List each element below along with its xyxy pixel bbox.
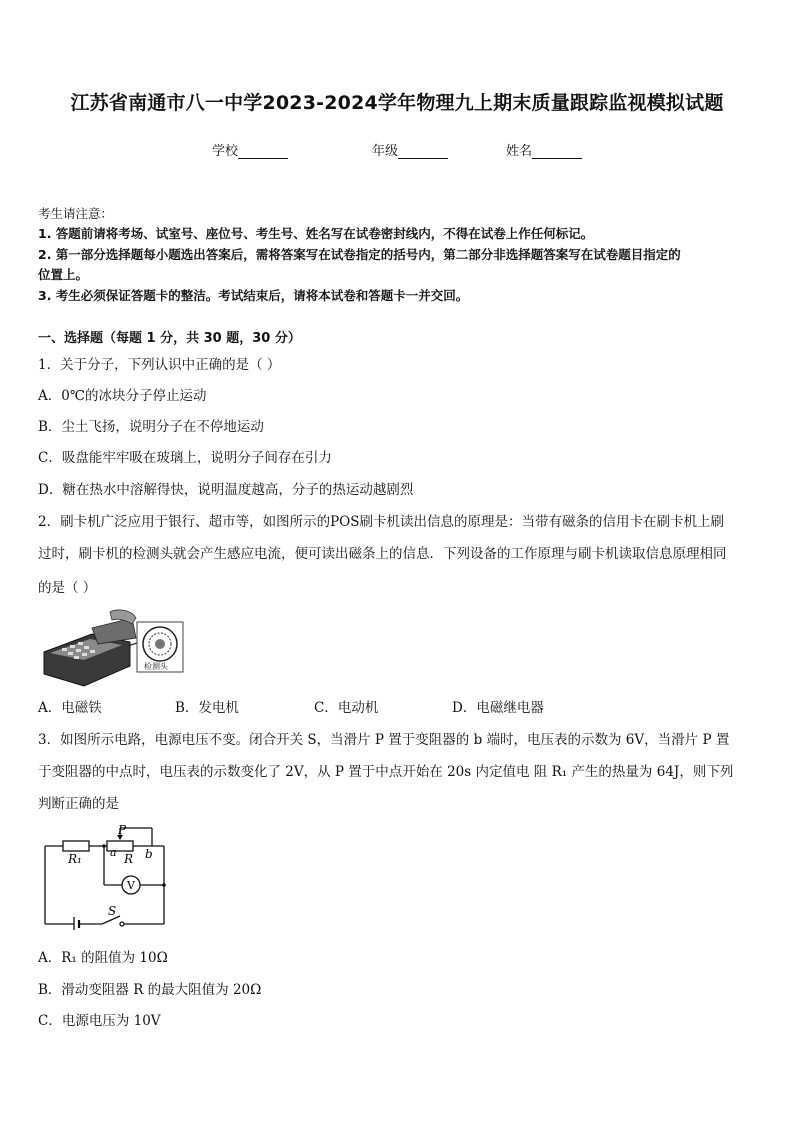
circuit-diagram <box>40 820 170 930</box>
notice-item: 1. 答题前请将考场、试室号、座位号、考生号、姓名写在试卷密封线内，不得在试卷上作任何标记。 <box>38 226 594 241</box>
label-a: a <box>110 846 117 859</box>
q1-option-a: A．0℃的冰块分子停止运动 <box>38 388 207 404</box>
q3-option-b: B．滑动变阻器 R 的最大阻值为 20Ω <box>38 982 262 998</box>
q2-option-a: A．电磁铁 <box>38 700 102 716</box>
name-field <box>506 140 582 159</box>
notice-item: 位置上。 <box>38 267 89 282</box>
resistor-r1 <box>63 841 89 851</box>
q1-option-b: B．尘土飞扬，说明分子在不停地运动 <box>38 419 264 435</box>
q3-line: 3．如图所示电路，电源电压不变。闭合开关 S，当滑片 P 置于变阻器的 b 端时，电压表的示数为 6V，当滑片 P 置 <box>38 732 730 748</box>
q3-option-a: A．R₁ 的阻值为 10Ω <box>38 950 168 966</box>
q1-option-d: D．糖在热水中溶解得快，说明温度越高，分子的热运动越剧烈 <box>38 482 414 498</box>
school-blank <box>238 144 288 159</box>
pos-machine-figure <box>40 608 190 690</box>
label-r: R <box>124 852 134 866</box>
q2-line: 2．刷卡机广泛应用于银行、超市等，如图所示的POS刷卡机读出信息的原理是：当带有磁条的信用卡在刷卡机上刷 <box>38 514 724 530</box>
label-b: b <box>145 847 153 861</box>
label-r1: R₁ <box>68 852 82 866</box>
notice-item: 2. 第一部分选择题每小题选出答案后，需将答案写在试卷指定的括号内，第二部分非选择题答案写在试卷题目指定的 <box>38 247 681 262</box>
q3-line: 判断正确的是 <box>38 796 119 812</box>
grade-field <box>372 140 448 159</box>
notice-item: 3. 考生必须保证答题卡的整洁。考试结束后，请将本试卷和答题卡一并交回。 <box>38 288 469 303</box>
q1-option-c: C．吸盘能牢牢吸在玻璃上，说明分子间存在引力 <box>38 450 332 466</box>
name-blank <box>532 144 582 159</box>
q2-option-c: C．电动机 <box>314 700 379 716</box>
label-p: P <box>118 823 127 837</box>
school-field <box>212 140 288 159</box>
label-s: S <box>108 904 117 918</box>
grade-label: 年级 <box>372 144 399 159</box>
q3-line: 于变阻器的中点时，电压表的示数变化了 2V，从 P 置于中点开始在 20s 内定值电 阻 R₁ 产生的热量为 64J，则下列 <box>38 764 734 780</box>
grade-blank <box>398 144 448 159</box>
q2-option-b: B．发电机 <box>175 700 239 716</box>
q1-stem: 1．关于分子，下列认识中正确的是（ ） <box>38 357 281 373</box>
name-label: 姓名 <box>506 144 533 159</box>
q2-line: 过时，刷卡机的检测头就会产生感应电流，便可读出磁条上的信息．下列设备的工作原理与刷卡机读取信息原理相同 <box>38 546 727 562</box>
page-title: 江苏省南通市八一中学2023-2024学年物理九上期末质量跟踪监视模拟试题 <box>70 92 724 114</box>
q2-line: 的是（ ） <box>38 580 97 596</box>
q2-option-d: D．电磁继电器 <box>452 700 544 716</box>
notice-heading: 考生请注意： <box>38 206 114 221</box>
section-heading: 一、选择题（每题 1 分，共 30 题，30 分） <box>38 331 301 346</box>
label-v: V <box>127 879 135 892</box>
school-label: 学校 <box>212 144 239 159</box>
q3-option-c: C．电源电压为 10V <box>38 1013 161 1029</box>
detector-label: 检测头 <box>144 662 168 671</box>
